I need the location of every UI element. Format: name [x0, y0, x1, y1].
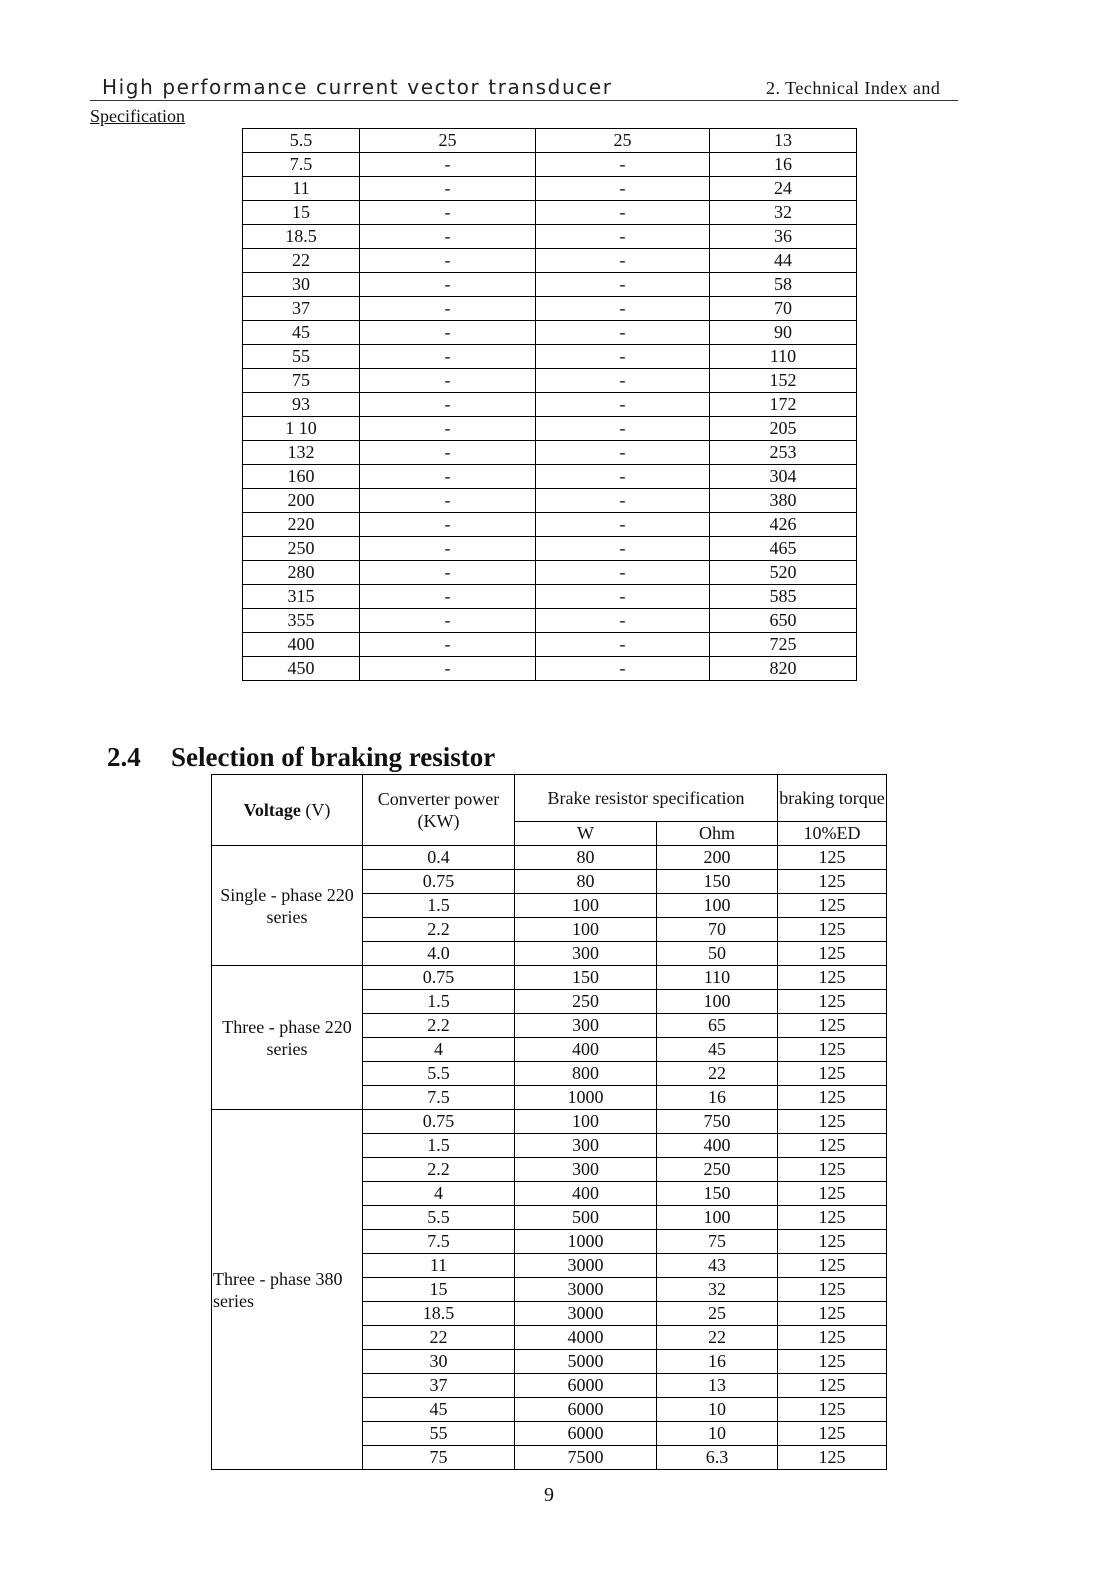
table-cell: 0.75 [363, 870, 515, 894]
table-cell: 253 [710, 441, 857, 465]
table-row [212, 1110, 887, 1134]
table-cell: 13 [657, 1374, 778, 1398]
table-cell: - [536, 201, 710, 225]
table-cell: - [360, 465, 536, 489]
table-cell: 585 [710, 585, 857, 609]
table-cell: 13 [710, 129, 857, 153]
table-cell: - [360, 201, 536, 225]
table-cell: 1.5 [363, 1134, 515, 1158]
table-cell: 100 [657, 990, 778, 1014]
table-cell: 125 [778, 1398, 887, 1422]
table-cell: 1000 [515, 1086, 657, 1110]
table-cell: 400 [515, 1038, 657, 1062]
table-row [243, 177, 857, 201]
table-row [243, 633, 857, 657]
table-cell: - [360, 609, 536, 633]
table-cell: 15 [243, 201, 360, 225]
table-cell: 725 [710, 633, 857, 657]
table-cell: 125 [778, 1302, 887, 1326]
table-row [243, 609, 857, 633]
table-row [243, 345, 857, 369]
table-cell: 30 [243, 273, 360, 297]
table-cell: 450 [243, 657, 360, 681]
table-cell: 304 [710, 465, 857, 489]
table-cell: - [360, 249, 536, 273]
table-cell: 125 [778, 1158, 887, 1182]
table-cell: 800 [515, 1062, 657, 1086]
table-cell: 80 [515, 846, 657, 870]
table-cell: 6000 [515, 1422, 657, 1446]
table-cell: 125 [778, 846, 887, 870]
table-cell: 24 [710, 177, 857, 201]
table-cell: 75 [363, 1446, 515, 1470]
table-cell: 25 [657, 1302, 778, 1326]
table-cell: 125 [778, 1206, 887, 1230]
table-cell: - [360, 585, 536, 609]
table-cell: - [360, 657, 536, 681]
table-cell: 18.5 [363, 1302, 515, 1326]
table-cell: - [536, 273, 710, 297]
page-number: 9 [544, 1484, 554, 1506]
ed-header: 10%ED [778, 822, 887, 846]
table-cell: 300 [515, 1158, 657, 1182]
table-cell: 220 [243, 513, 360, 537]
table-cell: 132 [243, 441, 360, 465]
table-cell: 150 [657, 870, 778, 894]
table-cell: 750 [657, 1110, 778, 1134]
table-cell: 100 [657, 1206, 778, 1230]
table-cell: 150 [515, 966, 657, 990]
table-cell: 125 [778, 1182, 887, 1206]
table-cell: 125 [778, 1062, 887, 1086]
table-cell: - [360, 321, 536, 345]
table-cell: 11 [363, 1254, 515, 1278]
table-cell: 650 [710, 609, 857, 633]
table-cell: 55 [363, 1422, 515, 1446]
voltage-group-label: Three - phase 220 series [212, 966, 363, 1110]
table-cell: 2.2 [363, 1158, 515, 1182]
table-cell: - [536, 633, 710, 657]
table-cell: - [536, 657, 710, 681]
table-cell: - [536, 561, 710, 585]
table-cell: 3000 [515, 1278, 657, 1302]
table-cell: 7.5 [243, 153, 360, 177]
table-row [243, 537, 857, 561]
table-cell: 10 [657, 1422, 778, 1446]
table-cell: - [360, 297, 536, 321]
ohm-header: Ohm [657, 822, 778, 846]
table-cell: - [536, 441, 710, 465]
table-cell: 250 [657, 1158, 778, 1182]
table-cell: 100 [515, 894, 657, 918]
table-cell: 7.5 [363, 1086, 515, 1110]
table-cell: 7.5 [363, 1230, 515, 1254]
table-row [243, 657, 857, 681]
brake-resistor-spec-header: Brake resistor specification [515, 775, 778, 822]
table-row [243, 201, 857, 225]
table-cell: - [360, 369, 536, 393]
table-cell: - [536, 417, 710, 441]
table-cell: 6.3 [657, 1446, 778, 1470]
table-cell: - [536, 585, 710, 609]
table-cell: 125 [778, 942, 887, 966]
table-row [243, 225, 857, 249]
table-cell: 1 10 [243, 417, 360, 441]
table-row [243, 321, 857, 345]
table-row [243, 129, 857, 153]
table-cell: 6000 [515, 1374, 657, 1398]
table-cell: - [536, 537, 710, 561]
section-heading [107, 742, 495, 773]
table-cell: 125 [778, 966, 887, 990]
table-cell: 500 [515, 1206, 657, 1230]
braking-resistor-table [211, 774, 887, 1470]
table-cell: 200 [243, 489, 360, 513]
table-cell: 465 [710, 537, 857, 561]
table-cell: - [360, 177, 536, 201]
table-cell: 44 [710, 249, 857, 273]
table-cell: 125 [778, 1086, 887, 1110]
table-cell: 1.5 [363, 990, 515, 1014]
table-cell: 1000 [515, 1230, 657, 1254]
table-cell: - [536, 369, 710, 393]
table-cell: 5000 [515, 1350, 657, 1374]
table-cell: 100 [515, 1110, 657, 1134]
voltage-group-label: Single - phase 220 series [212, 846, 363, 966]
table-cell: 15 [363, 1278, 515, 1302]
table-row [212, 966, 887, 990]
table-cell: 16 [657, 1086, 778, 1110]
converter-power-header: Converter power (KW) [363, 775, 515, 846]
table-cell: 22 [363, 1326, 515, 1350]
table-cell: 3000 [515, 1302, 657, 1326]
table-cell: - [360, 489, 536, 513]
table-cell: - [360, 537, 536, 561]
table-cell: - [360, 225, 536, 249]
table-row [243, 561, 857, 585]
table-cell: 55 [243, 345, 360, 369]
table-cell: 93 [243, 393, 360, 417]
table-cell: 16 [710, 153, 857, 177]
table-row [243, 369, 857, 393]
table-cell: 75 [243, 369, 360, 393]
table-row [243, 249, 857, 273]
table-cell: 5.5 [363, 1062, 515, 1086]
table-cell: 250 [243, 537, 360, 561]
table-cell: 172 [710, 393, 857, 417]
table-cell: 50 [657, 942, 778, 966]
running-header-title: High performance current vector transducer [102, 75, 613, 99]
table-row [243, 417, 857, 441]
table-cell: 355 [243, 609, 360, 633]
table-cell: - [536, 513, 710, 537]
table-row [243, 153, 857, 177]
table-cell: 37 [363, 1374, 515, 1398]
table-cell: 4000 [515, 1326, 657, 1350]
table-cell: - [360, 441, 536, 465]
table-cell: - [360, 273, 536, 297]
table-cell: 110 [657, 966, 778, 990]
table-cell: 125 [778, 1422, 887, 1446]
current-spec-table [242, 128, 857, 681]
voltage-header-label: Voltage [243, 800, 301, 820]
table-row [243, 489, 857, 513]
table-cell: 125 [778, 870, 887, 894]
braking-resistor-table-body [212, 846, 887, 1470]
table-cell: 125 [778, 918, 887, 942]
table-cell: 65 [657, 1014, 778, 1038]
table-cell: - [360, 417, 536, 441]
voltage-header-unit: (V) [300, 800, 331, 820]
table-cell: 2.2 [363, 1014, 515, 1038]
table-cell: 45 [657, 1038, 778, 1062]
table-cell: - [536, 393, 710, 417]
table-cell: 0.75 [363, 1110, 515, 1134]
table-cell: 125 [778, 1110, 887, 1134]
table-cell: 4.0 [363, 942, 515, 966]
table-cell: 80 [515, 870, 657, 894]
table-cell: 205 [710, 417, 857, 441]
table-cell: 22 [657, 1326, 778, 1350]
table-cell: - [536, 153, 710, 177]
table-cell: 250 [515, 990, 657, 1014]
table-cell: 0.75 [363, 966, 515, 990]
table-cell: 400 [243, 633, 360, 657]
table-cell: 11 [243, 177, 360, 201]
table-cell: 58 [710, 273, 857, 297]
table-cell: 160 [243, 465, 360, 489]
table-cell: 3000 [515, 1254, 657, 1278]
table-cell: 37 [243, 297, 360, 321]
table-cell: 18.5 [243, 225, 360, 249]
table-cell: 125 [778, 1446, 887, 1470]
table-cell: - [536, 465, 710, 489]
table-cell: 315 [243, 585, 360, 609]
table-row [243, 441, 857, 465]
table-cell: 10 [657, 1398, 778, 1422]
table-cell: 75 [657, 1230, 778, 1254]
running-header-chapter: 2. Technical Index and [766, 78, 941, 98]
table-cell: 22 [657, 1062, 778, 1086]
table-cell: 200 [657, 846, 778, 870]
table-cell: 426 [710, 513, 857, 537]
table-cell: 125 [778, 1134, 887, 1158]
table-cell: 45 [243, 321, 360, 345]
table-cell: 4 [363, 1182, 515, 1206]
table-cell: 43 [657, 1254, 778, 1278]
table-cell: 25 [536, 129, 710, 153]
voltage-header [212, 775, 363, 846]
table-cell: - [536, 225, 710, 249]
table-cell: 70 [657, 918, 778, 942]
current-spec-table-body [243, 129, 857, 681]
table-cell: 820 [710, 657, 857, 681]
table-cell: 150 [657, 1182, 778, 1206]
w-header: W [515, 822, 657, 846]
table-cell: 125 [778, 1038, 887, 1062]
section-number: 2.4 [107, 742, 141, 772]
table-cell: 16 [657, 1350, 778, 1374]
table-cell: 125 [778, 990, 887, 1014]
table-cell: 5.5 [363, 1206, 515, 1230]
table-row [243, 513, 857, 537]
table-cell: 125 [778, 1326, 887, 1350]
table-cell: 400 [657, 1134, 778, 1158]
table-cell: 152 [710, 369, 857, 393]
table-cell: 6000 [515, 1398, 657, 1422]
braking-torque-header: braking torque [778, 775, 887, 822]
table-cell: 125 [778, 1278, 887, 1302]
table-cell: 0.4 [363, 846, 515, 870]
table-cell: 32 [657, 1278, 778, 1302]
table-cell: 100 [657, 894, 778, 918]
table-row [212, 846, 887, 870]
table-row [243, 465, 857, 489]
table-cell: 36 [710, 225, 857, 249]
table-row [243, 297, 857, 321]
table-cell: 22 [243, 249, 360, 273]
table-cell: - [536, 177, 710, 201]
table-cell: 7500 [515, 1446, 657, 1470]
table-cell: 380 [710, 489, 857, 513]
table-cell: 25 [360, 129, 536, 153]
table-cell: 300 [515, 1134, 657, 1158]
table-cell: 125 [778, 1230, 887, 1254]
table-cell: 125 [778, 1350, 887, 1374]
table-cell: - [360, 633, 536, 657]
table-cell: 30 [363, 1350, 515, 1374]
table-cell: 1.5 [363, 894, 515, 918]
table-cell: 5.5 [243, 129, 360, 153]
table-cell: 300 [515, 1014, 657, 1038]
table-cell: - [536, 609, 710, 633]
table-cell: 520 [710, 561, 857, 585]
table-row [243, 393, 857, 417]
table-cell: - [536, 345, 710, 369]
table-cell: 300 [515, 942, 657, 966]
header-rule [90, 100, 958, 101]
table-cell: 45 [363, 1398, 515, 1422]
table-cell: - [536, 297, 710, 321]
table-cell: 125 [778, 1374, 887, 1398]
table-row [243, 585, 857, 609]
table-cell: 100 [515, 918, 657, 942]
table-cell: 70 [710, 297, 857, 321]
running-header-continuation: Specification [90, 106, 185, 126]
table-cell: 110 [710, 345, 857, 369]
table-cell: 125 [778, 1014, 887, 1038]
table-cell: - [360, 345, 536, 369]
table-cell: - [536, 321, 710, 345]
voltage-group-label: Three - phase 380 series [212, 1110, 363, 1470]
table-cell: 400 [515, 1182, 657, 1206]
table-cell: 4 [363, 1038, 515, 1062]
table-cell: 90 [710, 321, 857, 345]
table-cell: - [360, 393, 536, 417]
table-cell: - [536, 249, 710, 273]
table-cell: 2.2 [363, 918, 515, 942]
table-cell: - [360, 513, 536, 537]
table-cell: - [536, 489, 710, 513]
table-cell: - [360, 153, 536, 177]
table-cell: - [360, 561, 536, 585]
table-row [243, 273, 857, 297]
table-cell: 125 [778, 1254, 887, 1278]
table-cell: 32 [710, 201, 857, 225]
table-cell: 280 [243, 561, 360, 585]
table-cell: 125 [778, 894, 887, 918]
section-title: Selection of braking resistor [171, 742, 496, 772]
